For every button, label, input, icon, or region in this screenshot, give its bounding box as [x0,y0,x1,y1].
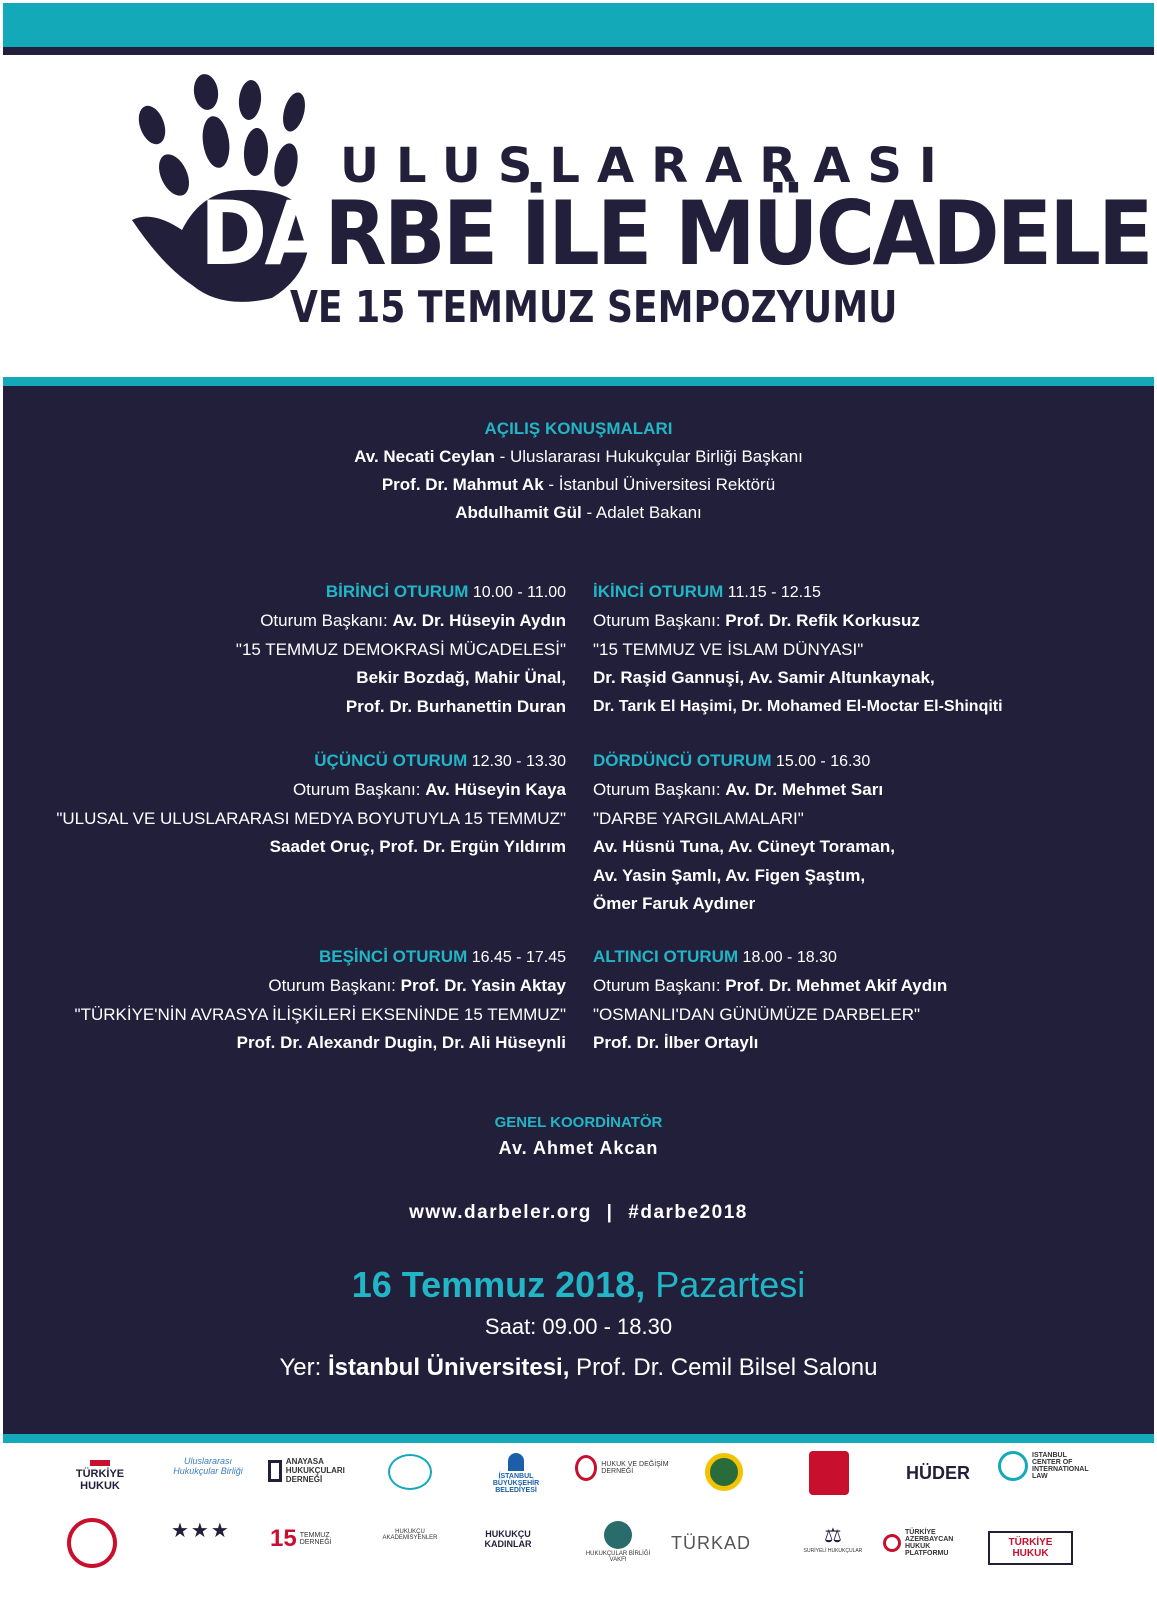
session-speakers: Ömer Faruk Aydıner [593,894,756,913]
chair-name: Prof. Dr. Refik Korkusuz [725,611,920,630]
speaker-role: - Uluslararası Hukukçular Birliği Başkanı [494,447,803,466]
session-time: 15.00 - 16.30 [771,753,871,770]
title-line-1: ULUSLARARASI [340,138,954,194]
logo-hukukcu-akademisyenler: HUKUKÇU AKADEMİSYENLER [382,1529,438,1541]
chair-name: Av. Dr. Hüseyin Aydın [392,611,566,630]
session-chair [75,972,566,1001]
title-rest: RBE İLE MÜCADELE [324,182,1151,285]
event-day: Pazartesi [645,1264,806,1305]
session-time: 12.30 - 13.30 [467,753,566,770]
session-topic: "15 TEMMUZ VE İSLAM DÜNYASI" [593,639,864,659]
session-topic: "ULUSAL VE ULUSLARARASI MEDYA BOYUTUYLA 15 TEMMUZ" [56,808,566,828]
logo-suriyeli-hukukcular: ⚖ SURİYELİ HUKUKÇULAR [803,1525,863,1554]
logo-globe [388,1454,432,1490]
logo-stars: ★★★ [171,1520,231,1542]
logo-seal-1 [705,1453,743,1491]
chair-label: Oturum Başkanı: [593,611,726,630]
session-time: 11.15 - 12.15 [723,584,821,601]
logo-15-temmuz: 15 TEMMUZ DERNEĞİ [270,1525,332,1552]
chair-label: Oturum Başkanı: [593,976,726,995]
event-time [3,1314,1154,1340]
top-teal-band [3,3,1154,47]
title-line-2 [200,182,1151,285]
session-speakers: Dr. Raşid Gannuşi, Av. Samir Altunkaynak, [593,668,935,687]
coordinator-title: GENEL KOORDİNATÖR [494,1114,663,1131]
session-name: BİRİNCİ OTURUM [325,582,469,601]
session-name: DÖRDÜNCÜ OTURUM [593,751,772,770]
session-chair [593,607,1003,636]
logo-mark [90,1460,110,1466]
sponsor-logos [3,1443,1154,1600]
coordinator-name: Av. Ahmet Akcan [498,1138,659,1158]
speaker-name: Prof. Dr. Mahmut Ak [381,475,544,494]
time-label: Saat: [484,1314,543,1339]
session-time: 10.00 - 11.00 [468,584,566,601]
speaker-name: Av. Necati Ceylan [354,447,495,466]
session-heading [75,943,566,972]
session-chair [593,972,947,1001]
logo-seal-2 [67,1518,117,1568]
session-speakers: Prof. Dr. Alexandr Dugin, Dr. Ali Hüseynli [236,1033,566,1052]
session-6 [593,943,947,1058]
opening-title: AÇILIŞ KONUŞMALARI [484,419,673,438]
session-heading [56,747,566,776]
program-panel [3,386,1154,1434]
separator: | [606,1202,614,1223]
session-speakers: Bekir Bozdağ, Mahir Ünal, [356,668,566,687]
session-time: 18.00 - 18.30 [738,949,837,966]
speaker-role: - İstanbul Üniversitesi Rektörü [543,475,776,494]
mid-teal-band [3,377,1154,386]
chair-name: Prof. Dr. Yasin Aktay [400,976,566,995]
session-name: BEŞİNCİ OTURUM [318,947,468,966]
logo-turkiye-hukuk-2: TÜRKİYE HUKUK [988,1531,1073,1565]
speaker-role: - Adalet Bakanı [581,503,702,522]
session-3 [56,747,566,862]
place-rest: Prof. Dr. Cemil Bilsel Salonu [569,1354,878,1381]
logo-anayasa: ANAYASA HUKUKÇULARI DERNEĞİ [268,1457,353,1484]
opening-speaker-1 [3,447,1154,467]
event-date [3,1264,1154,1306]
session-chair [593,776,895,805]
session-name: ALTINCI OTURUM [593,947,739,966]
hashtag: #darbe2018 [628,1202,748,1223]
top-dark-line [3,47,1154,55]
title-highlight: DA [200,182,325,285]
session-1 [236,578,566,721]
time-value: 09.00 - 18.30 [542,1314,673,1339]
opening-speaker-3 [3,503,1154,523]
event-place [3,1354,1154,1382]
session-speakers: Dr. Tarık El Haşimi, Dr. Mohamed El-Moctar El-Shinqiti [593,697,1003,715]
session-chair [56,776,566,805]
session-name: İKİNCİ OTURUM [593,582,724,601]
logo-ibb: İSTANBUL BÜYÜKŞEHİR BELEDİYESİ [481,1453,551,1494]
place-label: Yer: [279,1354,328,1381]
place-bold: İstanbul Üniversitesi, [327,1354,570,1381]
chair-label: Oturum Başkanı: [268,976,401,995]
session-heading [593,578,1003,607]
session-speakers: Av. Hüsnü Tuna, Av. Cüneyt Toraman, [593,837,895,856]
opening-speaker-2 [3,475,1154,495]
speaker-name: Abdulhamit Gül [455,503,582,522]
session-speakers: Saadet Oruç, Prof. Dr. Ergün Yıldırım [269,837,566,856]
logo-hukukcu-kadinlar: HUKUKÇU KADINLAR [484,1529,532,1549]
title-line-3: VE 15 TEMMUZ SEMPOZYUMU [290,282,898,333]
logo-icil: ISTANBUL CENTER OF INTERNATIONAL LAW [998,1451,1088,1481]
session-heading [593,943,947,972]
event-date-bold: 16 Temmuz 2018, [351,1264,646,1305]
session-5 [75,943,566,1058]
chair-name: Av. Hüseyin Kaya [425,780,566,799]
session-4 [593,747,895,919]
session-topic: "OSMANLI'DAN GÜNÜMÜZE DARBELER" [593,1004,921,1024]
session-topic: "15 TEMMUZ DEMOKRASİ MÜCADELESİ" [235,639,566,659]
session-topic: "DARBE YARGILAMALARI" [593,808,804,828]
logo-uhb: Uluslararası Hukukçular Birliği [173,1456,243,1476]
logo-tahp: TÜRKİYE AZERBAYCAN HUKUK PLATFORMU [883,1529,978,1557]
logo-huder: HÜDER [905,1463,970,1483]
logo-turkiye-hukuk: TÜRKİYE HUKUK [55,1460,145,1492]
session-heading [236,578,566,607]
session-time: 16.45 - 17.45 [467,949,566,966]
session-chair [236,607,566,636]
logo-mark [268,1460,282,1482]
session-speakers: Prof. Dr. Burhanettin Duran [345,696,566,716]
links-line [3,1202,1154,1224]
chair-name: Av. Dr. Mehmet Sarı [725,780,884,799]
session-heading [593,747,895,776]
logo-university [809,1451,849,1495]
chair-label: Oturum Başkanı: [292,780,426,799]
website-link[interactable]: www.darbeler.org [409,1202,592,1223]
bottom-teal-band [3,1434,1154,1443]
session-speakers: Prof. Dr. İlber Ortaylı [593,1033,759,1052]
session-name: ÜÇÜNCÜ OTURUM [314,751,468,770]
chair-name: Prof. Dr. Mehmet Akif Aydın [725,976,948,995]
logo-turkad: TÜRKAD [671,1533,752,1553]
chair-label: Oturum Başkanı: [260,611,393,630]
session-2 [593,578,1003,721]
logo-hed: HUKUK VE DEĞİŞİM DERNEĞİ [575,1455,670,1481]
chair-label: Oturum Başkanı: [593,780,726,799]
logo-hukukcular-birligi-vakfi: HUKUKÇULAR BİRLİĞİ VAKFI [578,1521,658,1563]
session-topic: "TÜRKİYE'NİN AVRASYA İLİŞKİLERİ EKSENİNDE 15 TEMMUZ" [74,1004,566,1024]
session-speakers: Av. Yasin Şamlı, Av. Figen Şaştım, [593,865,866,885]
